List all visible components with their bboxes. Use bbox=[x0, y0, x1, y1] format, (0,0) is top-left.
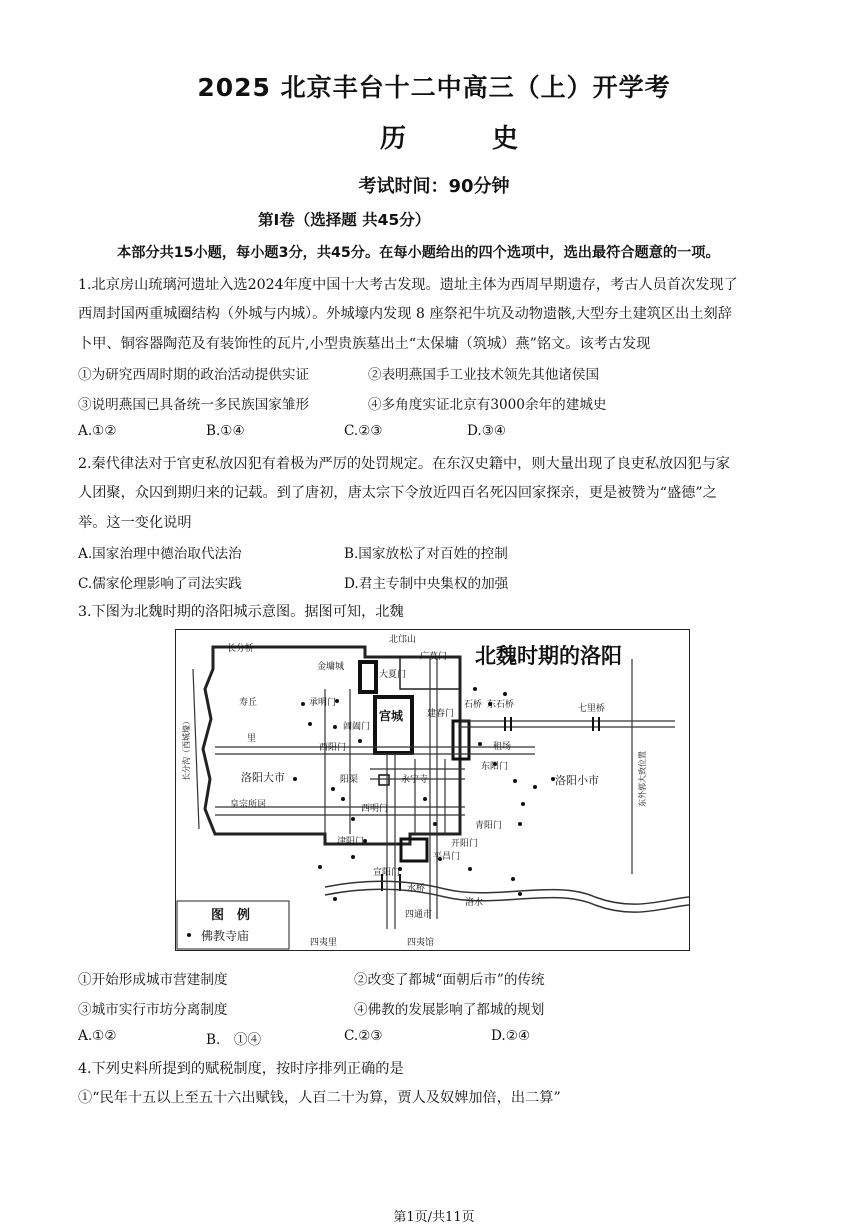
label-luoyang-xiao: 洛阳小市 bbox=[555, 774, 599, 787]
q3-statement-2: ②改变了都城“面朝后市”的传统 bbox=[354, 972, 545, 988]
label-siyili: 四夷里 bbox=[310, 938, 338, 948]
q1-option-b[interactable]: B.①④ bbox=[206, 423, 245, 439]
q1-line-1: 1.北京房山琉璃河遗址入选2024年度中国十大考古发现。遗址主体为西周早期遗存，考古人员首次发现了 bbox=[78, 277, 738, 293]
page-number: 第1页/共11页 bbox=[393, 1210, 475, 1225]
instructions: 本部分共15小题，每小题3分，共45分。在每小题给出的四个选项中，选出最符合题意的一项。 bbox=[117, 245, 720, 261]
label-pingchang: 平昌门 bbox=[433, 852, 461, 862]
q3-statement-3: ③城市实行市坊分离制度 bbox=[78, 1002, 228, 1018]
q1-line-3: 卜甲、铜容器陶范及有装饰性的瓦片,小型贵族墓出土“太保墉（筑城）燕”铭文。该考古发现 bbox=[78, 336, 651, 352]
q1-option-c[interactable]: C.②③ bbox=[344, 423, 383, 439]
q4-stem: 4.下列史料所提到的赋税制度，按时序排列正确的是 bbox=[78, 1061, 404, 1077]
q1-line-2: 西周封国两重城圈结构（外城与内城）。外城壕内发现 8 座祭祀牛坑及动物遗骸,大型夯土建筑区出土刻辞 bbox=[78, 306, 732, 322]
q3-statement-1: ①开始形成城市营建制度 bbox=[78, 972, 228, 988]
q3-stem: 3.下图为北魏时期的洛阳城示意图。据图可知，北魏 bbox=[78, 604, 404, 620]
label-changheng: 阊阖门 bbox=[343, 722, 371, 732]
q2-option-b[interactable]: B.国家放松了对百姓的控制 bbox=[344, 546, 508, 562]
label-siyiguan: 四夷馆 bbox=[407, 938, 435, 948]
q2-line-1: 2.秦代律法对于官吏私放囚犯有着极为严厉的处罚规定。在东汉史籍中，则大量出现了良吏私放囚犯与家 bbox=[78, 456, 730, 472]
q2-option-c[interactable]: C.儒家伦理影响了司法实践 bbox=[78, 576, 242, 592]
q1-statement-3: ③说明燕国已具备统一多民族国家雏形 bbox=[78, 397, 310, 413]
q1-statement-2: ②表明燕国手工业技术领先其他诸侯国 bbox=[368, 367, 600, 383]
legend-title: 图 例 bbox=[211, 908, 251, 923]
exam-time: 考试时间：90分钟 bbox=[358, 176, 510, 197]
label-luoshui: 洛水 bbox=[465, 898, 484, 908]
label-chengming: 承明门 bbox=[309, 698, 337, 708]
q3-option-b[interactable]: B. ①④ bbox=[206, 1032, 262, 1048]
label-huangzong: 皇宗所居 bbox=[230, 800, 267, 810]
section-heading: 第Ⅰ卷（选择题 共45分） bbox=[258, 211, 431, 229]
label-guangmo: 广莫门 bbox=[420, 652, 448, 662]
q3-statement-4: ④佛教的发展影响了都城的规划 bbox=[354, 1002, 545, 1018]
palace-label: 宫城 bbox=[379, 709, 404, 723]
label-shouqiu: 寿丘 bbox=[239, 698, 258, 708]
q3-option-a[interactable]: A.①② bbox=[78, 1028, 117, 1044]
label-shuiqiao: 水桥 bbox=[407, 884, 426, 894]
label-ximing: 西明门 bbox=[361, 804, 389, 814]
label-zuchang: 租场 bbox=[493, 742, 512, 752]
label-dongyang: 东阳门 bbox=[481, 762, 509, 772]
exam-title: 2025 北京丰台十二中高三（上）开学考 bbox=[197, 73, 671, 102]
palace-city bbox=[375, 697, 412, 753]
q1-option-d[interactable]: D.③④ bbox=[467, 423, 507, 439]
label-daxia: 大夏门 bbox=[379, 670, 407, 680]
label-xuanyang: 宣阳门 bbox=[373, 868, 401, 878]
label-yongning: 永宁寺 bbox=[401, 775, 429, 785]
label-jinyang: 津阳门 bbox=[337, 837, 365, 847]
q1-option-a[interactable]: A.①② bbox=[78, 423, 117, 439]
map-title: 北魏时期的洛阳 bbox=[475, 644, 622, 668]
label-dongwai: 东外郭大致位置 bbox=[638, 751, 647, 807]
label-shiqiao: 石桥 bbox=[464, 700, 483, 710]
subject-title: 历 史 bbox=[379, 124, 548, 154]
label-changfen-gou: 长分沟（西城壕） bbox=[182, 717, 191, 781]
q3-option-d[interactable]: D.②④ bbox=[491, 1028, 531, 1044]
label-li: 里 bbox=[247, 734, 257, 744]
q2-option-a[interactable]: A.国家治理中德治取代法治 bbox=[78, 546, 242, 562]
q2-option-d[interactable]: D.君主专制中央集权的加强 bbox=[344, 576, 509, 592]
label-jianchun: 建春门 bbox=[427, 709, 455, 719]
luoyang-map bbox=[175, 629, 690, 951]
label-luoyang-da: 洛阳大市 bbox=[241, 771, 285, 784]
q4-statement-1: ①“民年十五以上至五十六出赋钱，人百二十为算，贾人及奴婢加倍，出二算” bbox=[78, 1090, 561, 1106]
label-yangqu: 阳渠 bbox=[340, 775, 359, 785]
q3-option-c[interactable]: C.②③ bbox=[344, 1028, 383, 1044]
label-dongshiqiao: 东石桥 bbox=[487, 700, 515, 710]
label-changfen-bridge: 长分桥 bbox=[227, 644, 255, 654]
label-xiyang: 西阳门 bbox=[319, 743, 347, 753]
q2-line-2: 人团聚，众囚到期归来的记载。到了唐初，唐太宗下令放近四百名死囚回家探亲，更是被赞为“盛德”之 bbox=[78, 485, 717, 501]
q1-statement-4: ④多角度实证北京有3000余年的建城史 bbox=[368, 397, 607, 413]
legend-item: 佛教寺庙 bbox=[201, 929, 250, 943]
legend-dot bbox=[187, 933, 191, 937]
label-jinyong: 金墉城 bbox=[317, 662, 345, 672]
label-sitong: 四通市 bbox=[405, 910, 433, 920]
label-kaiyang: 开阳门 bbox=[451, 839, 479, 849]
q1-statement-1: ①为研究西周时期的政治活动提供实证 bbox=[78, 367, 310, 383]
label-qingyang: 青阳门 bbox=[475, 821, 503, 831]
label-qili: 七里桥 bbox=[578, 704, 606, 714]
label-beimang: 北邙山 bbox=[389, 635, 417, 645]
q2-line-3: 举。这一变化说明 bbox=[78, 515, 192, 531]
